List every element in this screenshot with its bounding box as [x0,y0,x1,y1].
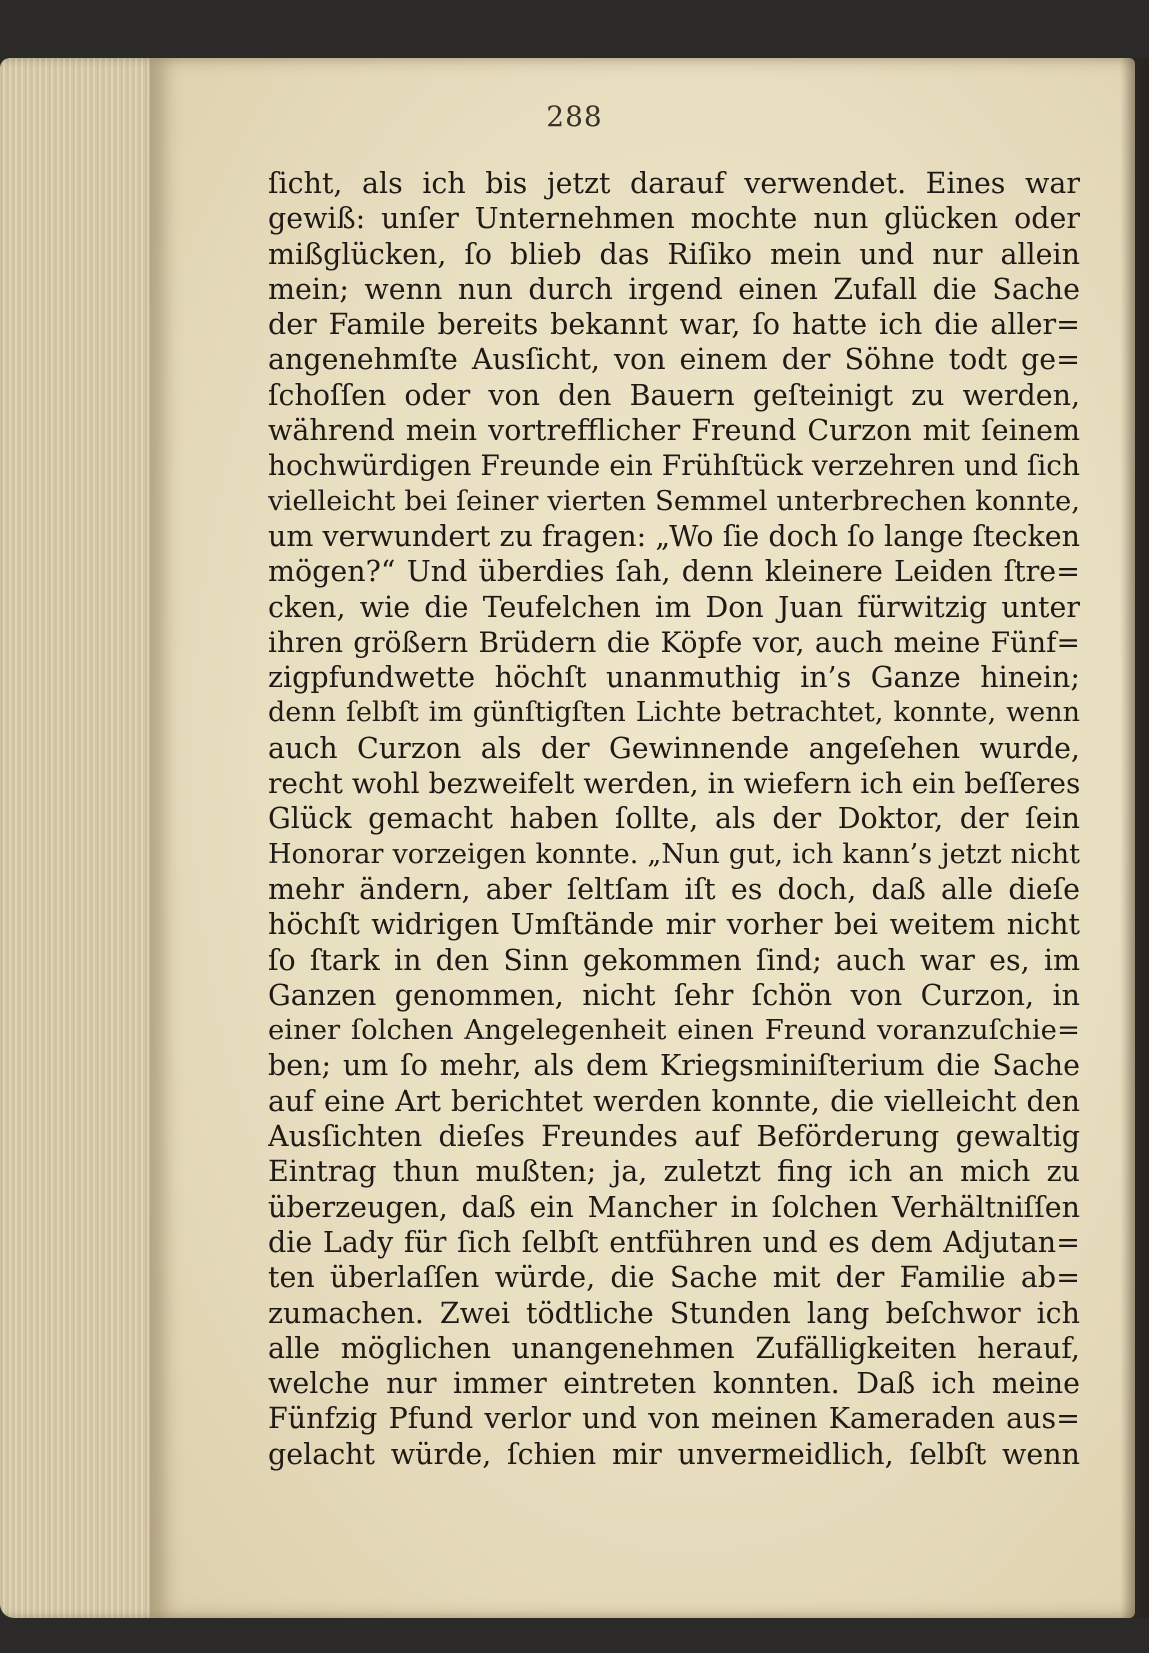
text-line: ten überlaſſen würde, die Sache mit der Familie ab= [268,1261,1080,1295]
text-line: um verwundert zu fragen: „Wo ſie doch ſo lange ſtecken [268,519,1080,553]
text-line: cken, wie die Teufelchen im Don Juan fürwitzig unter [268,590,1080,624]
text-line: ſicht, als ich bis jetzt darauf verwendet. Eines war [268,167,1080,200]
page-edges [0,58,160,1618]
text-line: mögen?“ Und überdies ſah, denn kleinere Leiden ſtre= [268,555,1080,589]
page-edge-shadow [1120,58,1149,1618]
text-line: alle möglichen unangenehmen Zufälligkeiten herauf, [268,1331,1080,1365]
text-line: angenehmſte Ausſicht, von einem der Söhne todt ge= [268,343,1080,377]
text-line: Glück gemacht haben ſollte, als der Doktor, der ſein [268,802,1080,836]
text-line: welche nur immer eintreten konnten. Daß ich meine [268,1367,1080,1401]
text-line: einer ſolchen Angelegenheit einen Freund voranzuſchie= [268,1014,1080,1047]
text-line: recht wohl bezweifelt werden, in wiefern ich ein beſſeres [268,767,1080,801]
text-line: hochwürdigen Freunde ein Frühſtück verzehren und ſich [268,449,1080,483]
text-line: auch Curzon als der Gewinnende angeſehen wurde, [268,731,1080,765]
text-line: Fünfzig Pfund verlor und von meinen Kameraden aus= [268,1402,1080,1436]
text-line: Eintrag thun mußten; ja, zuletzt fing ich an mich zu [268,1155,1080,1189]
text-line: ſo ſtark in den Sinn gekommen ſind; auch war es, im [268,943,1080,977]
text-line: mein; wenn nun durch irgend einen Zufall die Sache [268,272,1080,306]
text-line: Ausſichten dieſes Freundes auf Beförderung gewaltig [268,1120,1080,1154]
text-line: gewiß: unſer Unternehmen mochte nun glücken oder [268,202,1080,236]
text-line: Ganzen genommen, nicht ſehr ſchön von Curzon, in [268,978,1080,1012]
text-line: denn ſelbſt im günſtigſten Lichte betrachtet, konnte, wenn [268,697,1080,729]
text-line: ihren größern Brüdern die Köpfe vor, auch meine Fünf= [268,625,1080,659]
text-line: während mein vortrefflicher Freund Curzon mit ſeinem [268,414,1080,448]
text-line: die Lady für ſich ſelbſt entführen und es dem Adjutan= [268,1225,1080,1259]
text-line: überzeugen, daß ein Mancher in ſolchen Verhältniſſen [268,1190,1080,1224]
text-line: mehr ändern, aber ſeltſam iſt es doch, daß alle dieſe [268,872,1080,906]
text-line: Honorar vorzeigen konnte. „Nun gut, ich kann’s jetzt nicht [268,838,1080,870]
text-line: ſchoſſen oder von den Bauern geſteinigt zu werden, [268,378,1080,412]
text-line: vielleicht bei ſeiner vierten Semmel unterbrechen konnte, [268,484,1080,517]
text-line: zigpfundwette höchſt unanmuthig in’s Ganze hinein; [268,661,1080,695]
text-line: auf eine Art berichtet werden konnte, die vielleicht den [268,1084,1080,1118]
text-line: mißglücken, ſo blieb das Riſiko mein und nur allein [268,237,1080,271]
text-line: zumachen. Zwei tödtliche Stunden lang beſchwor ich [268,1296,1080,1330]
body-text [268,166,1080,1472]
page-number: 288 [546,100,603,133]
text-line: gelacht würde, ſchien mir unvermeidlich, ſelbſt wenn [268,1437,1080,1471]
text-line: höchſt widrigen Umſtände mir vorher bei weitem nicht [268,908,1080,942]
text-line: ben; um ſo mehr, als dem Kriegsminiſterium die Sache [268,1049,1080,1083]
text-line: der Famile bereits bekannt war, ſo hatte ich die aller= [268,308,1080,342]
